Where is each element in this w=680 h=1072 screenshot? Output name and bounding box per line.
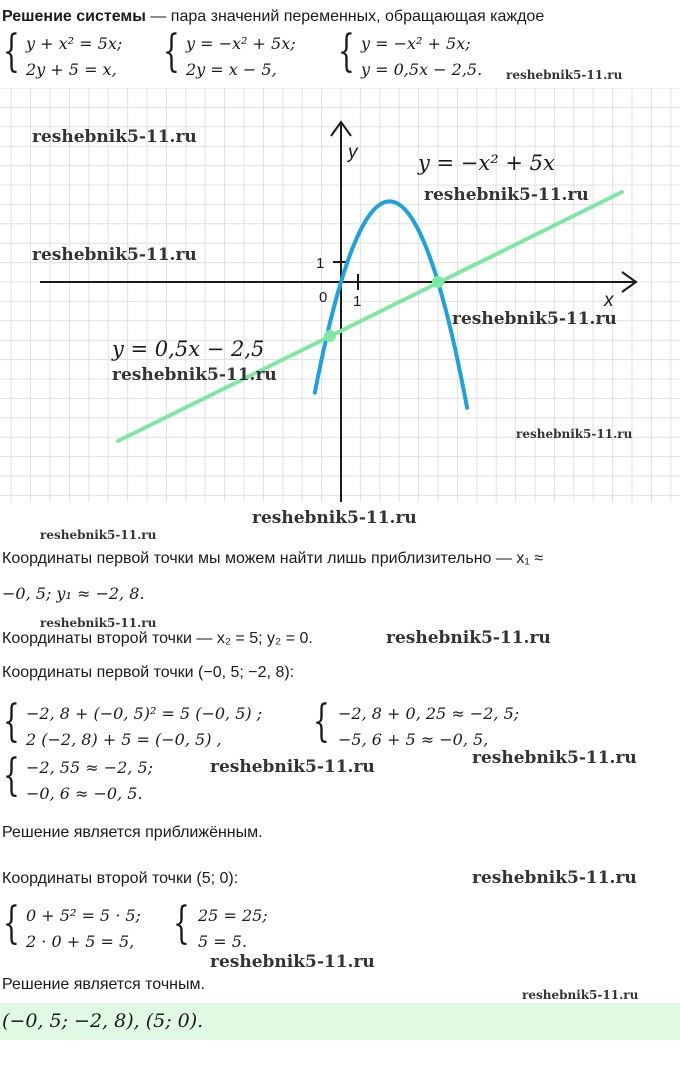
watermark: reshebnik5-11.ru xyxy=(112,365,277,385)
watermark: reshebnik5-11.ru xyxy=(424,185,589,205)
check-3-right-brace: { xyxy=(173,898,190,949)
system-2-line-1: y = −x² + 5x; xyxy=(186,34,296,53)
y-axis-label: y xyxy=(348,142,358,163)
paragraph-check-first-point: Координаты первой точки (−0, 5; −2, 8): xyxy=(2,664,295,681)
paragraph-check-second-point: Координаты второй точки (5; 0): xyxy=(2,870,239,887)
watermark: reshebnik5-11.ru xyxy=(522,988,639,1002)
watermark: reshebnik5-11.ru xyxy=(210,952,375,972)
watermark: reshebnik5-11.ru xyxy=(452,309,617,329)
check-3-left-brace: { xyxy=(3,898,20,949)
system-2-brace: { xyxy=(163,26,180,77)
system-1-brace: { xyxy=(3,26,20,77)
system-1-line-2: 2y + 5 = x, xyxy=(26,60,117,79)
check-2-brace: { xyxy=(3,750,20,801)
intersection-point-1 xyxy=(324,330,336,342)
check-2-line-2: −0, 6 ≈ −0, 5. xyxy=(26,784,143,803)
check-3-left-line-2: 2 · 0 + 5 = 5, xyxy=(26,932,135,951)
check-1-right-line-1: −2, 8 + 0, 25 ≈ −2, 5; xyxy=(338,704,520,723)
check-1-left-line-1: −2, 8 + (−0, 5)² = 5 (−0, 5) ; xyxy=(26,704,263,723)
answer-text: (−0, 5; −2, 8), (5; 0). xyxy=(2,1010,204,1032)
watermark: reshebnik5-11.ru xyxy=(32,127,197,147)
system-3-line-2: y = 0,5x − 2,5. xyxy=(361,60,483,79)
system-3-line-1: y = −x² + 5x; xyxy=(361,34,471,53)
x-axis-label: x xyxy=(604,290,614,311)
check-2-line-1: −2, 55 ≈ −2, 5; xyxy=(26,758,154,777)
watermark: reshebnik5-11.ru xyxy=(472,868,637,888)
origin-label: 0 xyxy=(319,289,328,306)
check-1-left-line-2: 2 (−2, 8) + 5 = (−0, 5) , xyxy=(26,730,222,749)
system-2-line-2: 2y = x − 5, xyxy=(186,60,277,79)
watermark: reshebnik5-11.ru xyxy=(40,616,157,630)
intro-term: Решение системы xyxy=(2,8,146,25)
paragraph-exact: Решение является точным. xyxy=(2,976,205,993)
check-1-left-brace: { xyxy=(3,696,20,747)
check-1-right-brace: { xyxy=(313,696,330,747)
paragraph-second-point: Координаты второй точки — x₂ = 5; y₂ = 0. xyxy=(2,630,313,647)
watermark: reshebnik5-11.ru xyxy=(40,528,157,542)
x-tick-label: 1 xyxy=(353,293,362,310)
watermark: reshebnik5-11.ru xyxy=(32,245,197,265)
check-3-right-line-2: 5 = 5. xyxy=(198,932,248,951)
paragraph-first-point-values: −0, 5; y₁ ≈ −2, 8. xyxy=(2,584,145,603)
y-tick-label: 1 xyxy=(316,255,325,272)
system-1-line-1: y + x² = 5x; xyxy=(26,34,123,53)
paragraph-first-point-approx: Координаты первой точки мы можем найти лишь приблизительно — x₁ ≈ xyxy=(2,550,543,567)
watermark: reshebnik5-11.ru xyxy=(516,427,633,441)
watermark: reshebnik5-11.ru xyxy=(506,68,623,82)
watermark: reshebnik5-11.ru xyxy=(386,628,551,648)
watermark: reshebnik5-11.ru xyxy=(252,508,417,528)
parabola-label: y = −x² + 5x xyxy=(418,151,555,175)
intersection-point-2 xyxy=(432,276,444,288)
check-3-right-line-1: 25 = 25; xyxy=(198,906,268,925)
line-label: y = 0,5x − 2,5 xyxy=(112,337,265,361)
paragraph-approximate: Решение является приближённым. xyxy=(2,824,263,841)
intro-line xyxy=(2,8,544,26)
watermark: reshebnik5-11.ru xyxy=(472,748,637,768)
watermark: reshebnik5-11.ru xyxy=(210,757,375,777)
check-3-left-line-1: 0 + 5² = 5 · 5; xyxy=(26,906,141,925)
system-3-brace: { xyxy=(338,26,355,77)
function-graph xyxy=(0,88,680,502)
intro-rest: — пара значений переменных, обращающая каждое xyxy=(145,8,545,25)
check-1-right-line-2: −5, 6 + 5 ≈ −0, 5, xyxy=(338,730,489,749)
